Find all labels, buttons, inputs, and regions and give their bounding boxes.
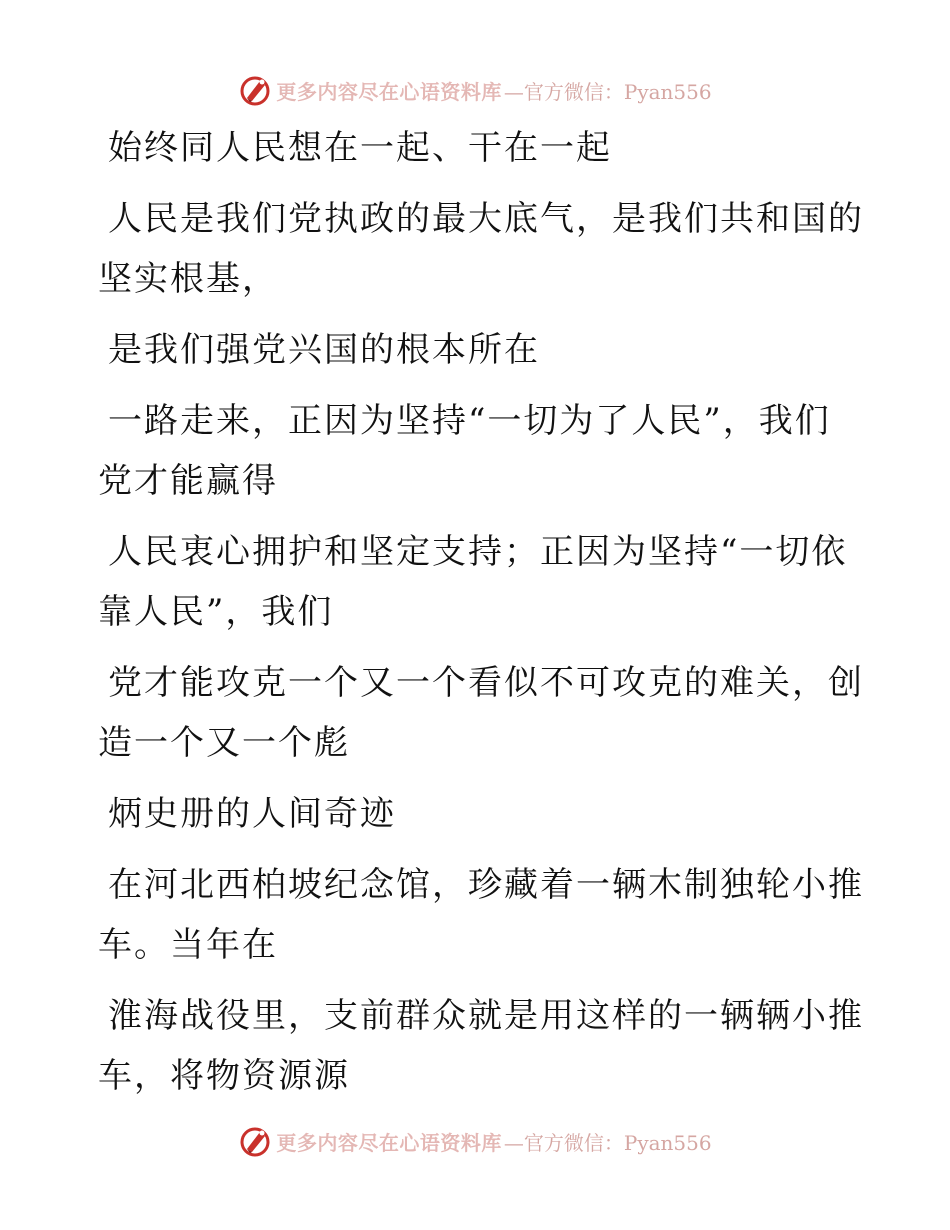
- pen-logo-icon: [238, 73, 272, 107]
- footer-banner: [0, 1121, 950, 1161]
- text-line: 坚实根基，: [98, 259, 278, 299]
- text-line: 人民衷心拥护和坚定支持；正因为坚持“一切依: [108, 532, 848, 572]
- footer-wechat-text: —官方微信：Pyan556: [503, 1130, 712, 1155]
- text-line: 人民是我们党执政的最大底气，是我们共和国的: [108, 199, 864, 239]
- text-line: 靠人民”，我们: [98, 592, 334, 632]
- article-body: [98, 118, 864, 1106]
- pen-logo-icon: [238, 1124, 272, 1158]
- text-line: 党才能攻克一个又一个看似不可攻克的难关，创: [108, 663, 864, 703]
- text-line: 车。当年在: [98, 925, 278, 965]
- text-line: 党才能赢得: [98, 461, 278, 501]
- text-line: 始终同人民想在一起、干在一起: [108, 128, 612, 168]
- header-banner: [0, 70, 950, 110]
- text-line: 炳史册的人间奇迹: [108, 794, 396, 834]
- footer-promo-text: 更多内容尽在心语资料库: [276, 1130, 502, 1155]
- text-line: 淮海战役里，支前群众就是用这样的一辆辆小推: [108, 996, 864, 1036]
- text-line: 造一个又一个彪: [98, 723, 350, 763]
- text-line: 车，将物资源源: [98, 1056, 350, 1096]
- header-wechat-text: —官方微信：Pyan556: [503, 79, 712, 104]
- text-line: 在河北西柏坡纪念馆，珍藏着一辆木制独轮小推: [108, 865, 864, 905]
- header-promo-text: 更多内容尽在心语资料库: [276, 79, 502, 104]
- text-line: 是我们强党兴国的根本所在: [108, 330, 540, 370]
- text-line: 一路走来，正因为坚持“一切为了人民”，我们: [108, 401, 831, 441]
